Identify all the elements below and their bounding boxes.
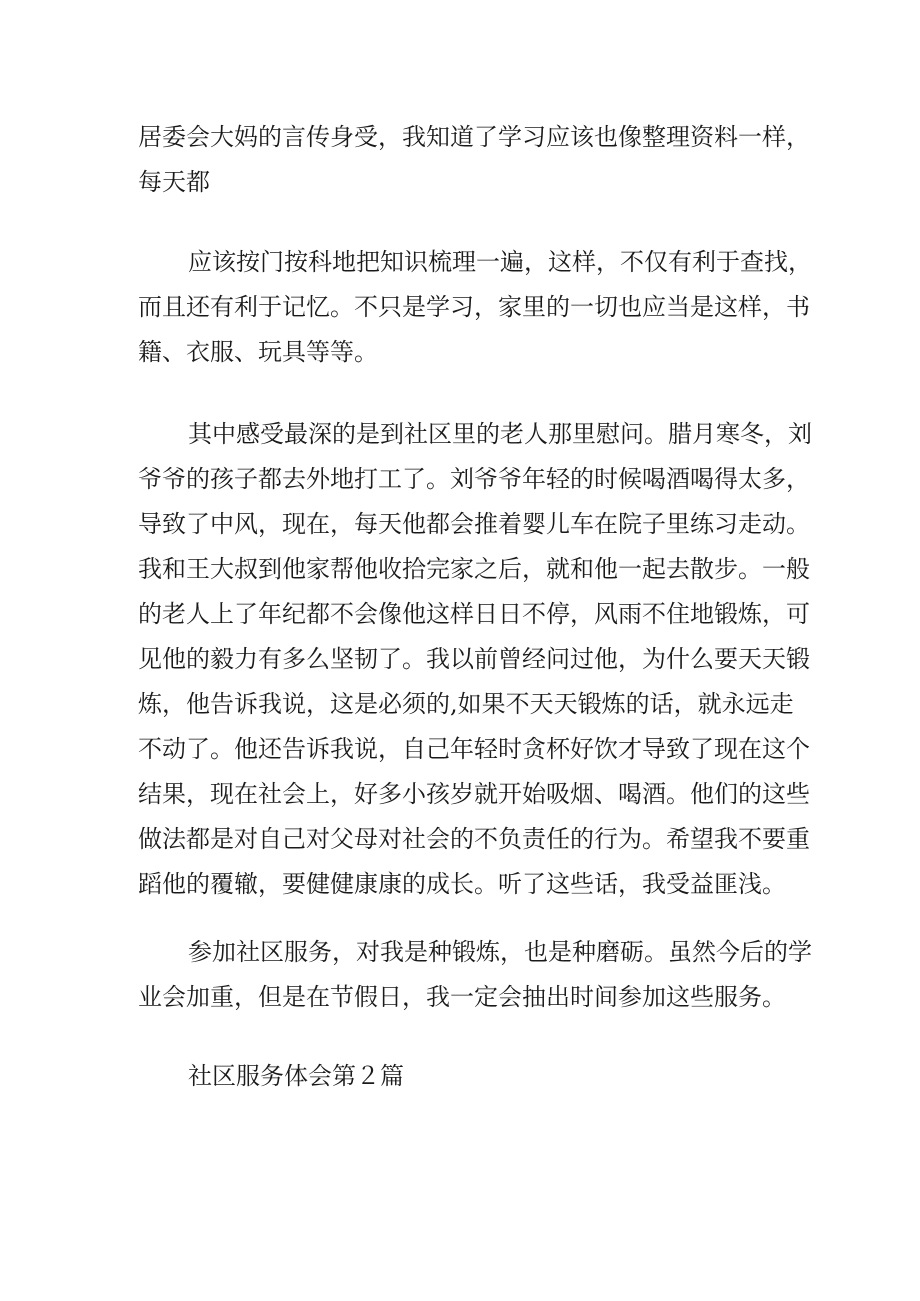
text-line: 业会加重，但是在节假日，我一定会抽出时间参加这些服务。 xyxy=(138,983,786,1011)
text-line: 导致了中风，现在，每天他都会推着婴儿车在院子里练习走动。 xyxy=(138,510,810,538)
text-line: 每天都 xyxy=(138,168,210,196)
paragraph-1 xyxy=(138,115,810,205)
text-line: 其中感受最深的是到社区里的老人那里慰问。腊月寒冬，刘 xyxy=(188,420,812,448)
text-line: 结果，现在社会上，好多小孩岁就开始吸烟、喝酒。他们的这些 xyxy=(138,780,810,808)
paragraph-3 xyxy=(138,412,812,907)
text-line: 炼，他告诉我说，这是必须的,如果不天天锻炼的话，就永远走 xyxy=(138,690,794,718)
text-line: 不动了。他还告诉我说，自己年轻时贪杯好饮才导致了现在这个 xyxy=(138,735,810,763)
text-line: 的老人上了年纪都不会像他这样日日不停，风雨不住地锻炼，可 xyxy=(138,600,810,628)
text-line: 蹈他的覆辙，要健健康康的成长。听了这些话，我受益匪浅。 xyxy=(138,870,786,898)
text-line: 爷爷的孩子都去外地打工了。刘爷爷年轻的时候喝酒喝得太多， xyxy=(138,465,810,493)
text-line: 应该按门按科地把知识梳理一遍，这样，不仅有利于查找， xyxy=(188,248,812,276)
text-line: 籍、衣服、玩具等等。 xyxy=(138,338,378,366)
paragraph-4 xyxy=(138,930,812,1020)
paragraph-2 xyxy=(138,240,812,375)
text-line: 社区服务体会第２篇 xyxy=(188,1062,404,1090)
text-line: 做法都是对自己对父母对社会的不负责任的行为。希望我不要重 xyxy=(138,825,810,853)
text-line: 参加社区服务，对我是种锻炼，也是种磨砺。虽然今后的学 xyxy=(188,938,812,966)
text-line: 而且还有利于记忆。不只是学习，家里的一切也应当是这样，书 xyxy=(138,293,810,321)
text-line: 居委会大妈的言传身受，我知道了学习应该也像整理资料一样， xyxy=(138,123,810,151)
section-heading xyxy=(138,1054,798,1099)
text-line: 见他的毅力有多么坚韧了。我以前曾经问过他，为什么要天天锻 xyxy=(138,645,810,673)
text-line: 我和王大叔到他家帮他收拾完家之后，就和他一起去散步。一般 xyxy=(138,555,810,583)
